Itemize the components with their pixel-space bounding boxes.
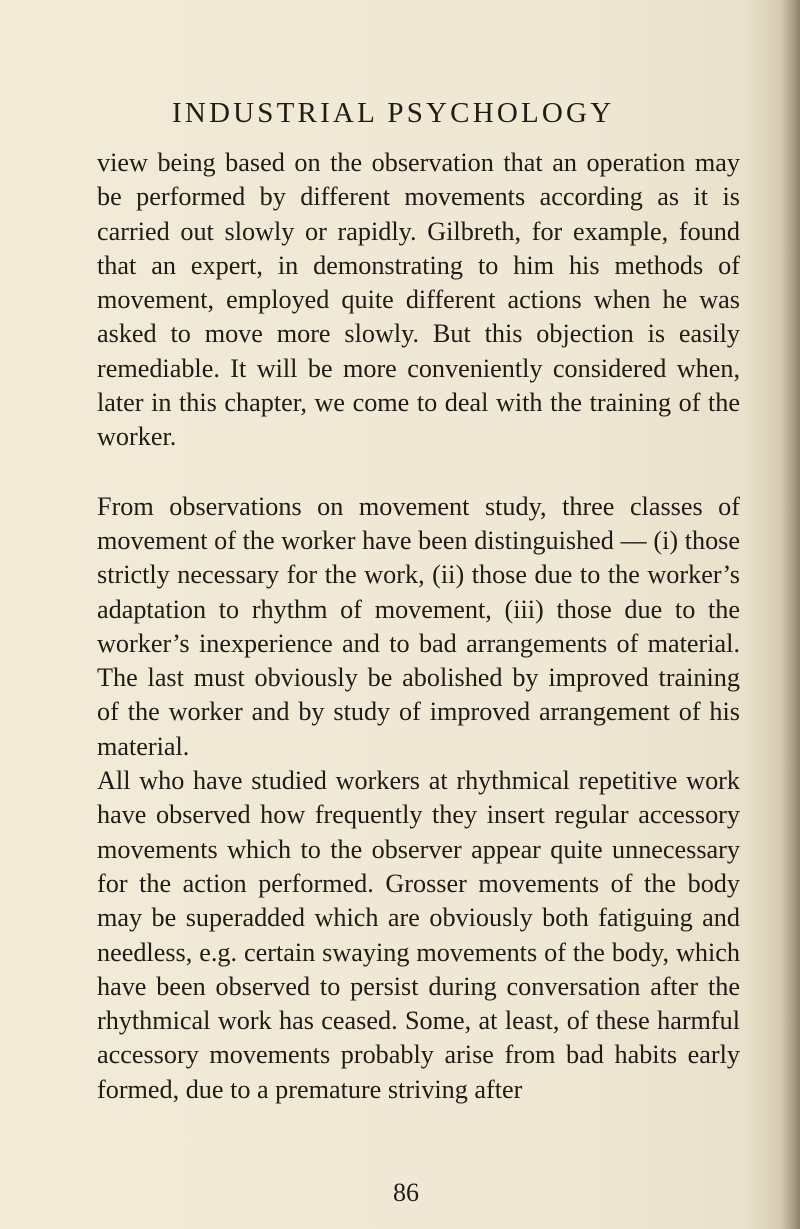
paragraph-movement-classes: From observations on movement study, three classes of movement of the worker have been distinguished — (i) those strictly necessary for the work, (ii) those due to the worker’s adaptation to rhythm of movement, (iii) those due to the worker’s inexperience and to bad arrangements of material. The last must obviously be abolished by improved training of the worker and by study of improved arrangement of his material. [97, 491, 740, 761]
running-head: INDUSTRIAL PSYCHOLOGY [172, 97, 615, 129]
paragraph-continued: view being based on the observation that an operation may be performed by different movements according as it is carried out slowly or rapidly. Gilbreth, for example, found that an expert, in demonstrating to him his methods of movement, employed quite different actions when he was asked to move more slowly. But this objection is easily remediable. It will be more conveniently considered when, later in this chapter, we come to deal with the training of the worker. [97, 148, 740, 452]
page-number: 86 [393, 1178, 419, 1207]
body-text [97, 146, 740, 1107]
page-edge-shadow [782, 0, 800, 1229]
paragraph-accessory-movements: All who have studied workers at rhythmical repetitive work have observed how frequently they insert regular accessory movements which to the observer appear quite unnecessary for the action performed. Grosser movements of the body may be superadded which are obviously both fatiguing and needless, e.g. certain swaying movements of the body, which have been observed to persist during conversation after the rhythmical work has ceased. Some, at least, of these harmful accessory movements probably arise from bad habits early formed, due to a premature striving after [97, 766, 740, 1104]
